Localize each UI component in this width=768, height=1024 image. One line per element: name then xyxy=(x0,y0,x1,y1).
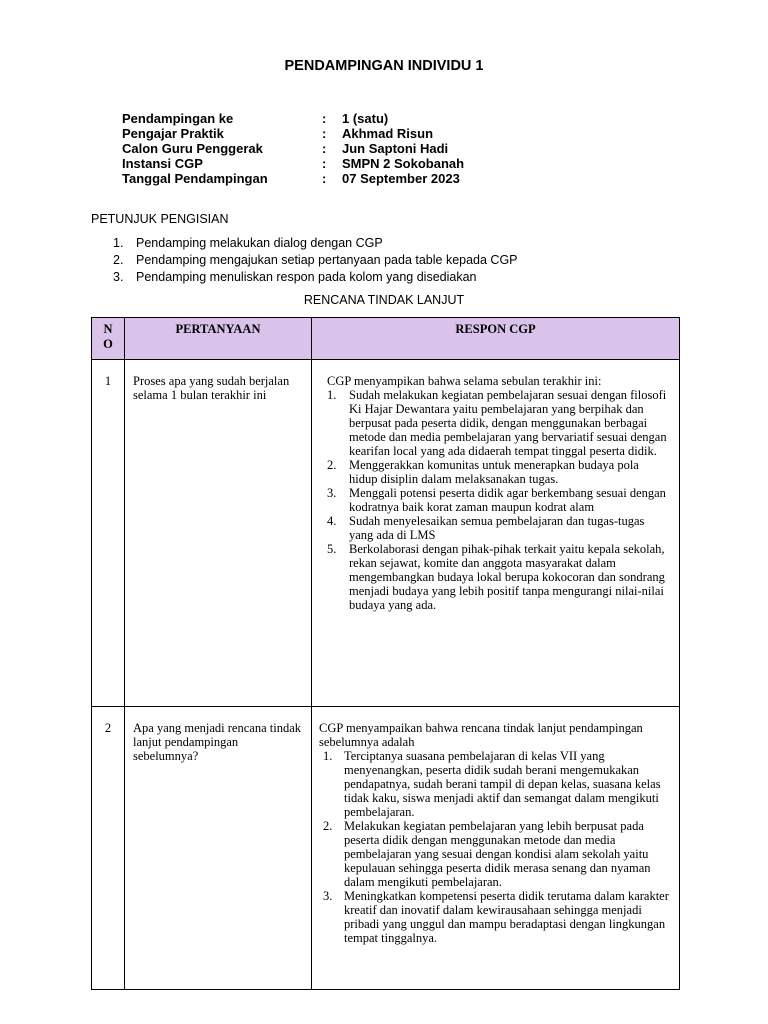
info-label: Tanggal Pendampingan xyxy=(122,171,268,186)
row-number: 1 xyxy=(92,360,125,707)
list-item xyxy=(113,235,518,252)
response-item xyxy=(319,749,671,819)
row-number: 2 xyxy=(92,707,125,990)
instructions-heading: PETUNJUK PENGISIAN xyxy=(91,212,229,226)
table-row xyxy=(92,360,680,707)
response-intro: CGP menyampikan bahwa selama sebulan terakhir ini: xyxy=(327,374,602,388)
info-label: Pendampingan ke xyxy=(122,111,234,126)
info-value: Akhmad Risun xyxy=(342,126,434,141)
info-separator: : xyxy=(322,111,327,126)
item-text: Menggali potensi peserta didik agar berkembang sesuai dengan kodratnya baik korat zaman maupun kodrat alam xyxy=(349,486,666,514)
info-label: Calon Guru Penggerak xyxy=(122,141,263,156)
item-text: Berkolaborasi dengan pihak-pihak terkait yaitu kepala sekolah, rekan sejawat, komite dan anggota masyarakat dalam mengembangkan budaya lokal berupa kokocoran dan sondrang menjadi budaya yang lebih positif tanpa mengurangi nilai-nilai budaya yang ada. xyxy=(349,542,665,612)
section-title: RENCANA TINDAK LANJUT xyxy=(303,293,465,307)
list-text: Pendamping mengajukan setiap pertanyaan pada table kepada CGP xyxy=(136,253,518,267)
item-number: 1. xyxy=(323,749,333,763)
item-number: 5. xyxy=(327,542,337,556)
item-number: 3. xyxy=(327,486,337,500)
item-number: 1. xyxy=(327,388,337,402)
item-number: 3. xyxy=(323,889,333,903)
item-text: Terciptanya suasana pembelajaran di kelas VII yang menyenangkan, peserta didik sudah berani mengemukakan pendapatnya, sudah berani tampil di depan kelas, suasana kelas tidak kaku, siswa menjadi aktif dan semangat dalam mengikuti pembelajaran. xyxy=(344,749,661,819)
row-response xyxy=(312,707,680,990)
info-value: 1 (satu) xyxy=(342,111,389,126)
response-item xyxy=(327,486,669,514)
response-item xyxy=(327,388,669,458)
item-number: 2. xyxy=(323,819,333,833)
item-text: Meningkatkan kompetensi peserta didik terutama dalam karakter kreatif dan inovatif dalam kewirausahaan sehingga menjadi pribadi yang unggul dan mampu beradaptasi dengan lingkungan tempat tinggalnya. xyxy=(344,889,669,945)
response-item xyxy=(327,458,669,486)
info-label: Pengajar Praktik xyxy=(122,126,224,141)
response-list xyxy=(319,749,671,945)
response-intro: CGP menyampaikan bahwa rencana tindak lanjut pendampingan sebelumnya adalah xyxy=(319,721,643,749)
table-row xyxy=(92,707,680,990)
row-response xyxy=(312,360,680,707)
item-text: Sudah menyelesaikan semua pembelajaran dan tugas-tugas yang ada di LMS xyxy=(349,514,645,542)
row-question: Apa yang menjadi rencana tindak lanjut pendampingan sebelumnya? xyxy=(125,707,312,990)
item-text: Melakukan kegiatan pembelajaran yang lebih berpusat pada peserta didik dengan menggunakan metode dan media pembelajaran yang sesuai dengan kondisi alam sekolah yaitu kepulauan sehingga peserta didik merasa senang dan nyaman dalam mengikuti pembelajaran. xyxy=(344,819,651,889)
list-item xyxy=(113,269,518,286)
info-separator: : xyxy=(322,156,327,171)
info-value: 07 September 2023 xyxy=(342,171,460,186)
list-text: Pendamping melakukan dialog dengan CGP xyxy=(136,236,383,250)
row-question: Proses apa yang sudah berjalan selama 1 bulan terakhir ini xyxy=(125,360,312,707)
header-no xyxy=(92,318,125,360)
info-value: Jun Saptoni Hadi xyxy=(342,141,449,156)
info-separator: : xyxy=(322,126,327,141)
item-number: 4. xyxy=(327,514,337,528)
item-text: Sudah melakukan kegiatan pembelajaran sesuai dengan filosofi Ki Hajar Dewantara yaitu pembelajaran yang berpihak dan berpusat pada peserta didik, dengan menggunakan berbagai metode dan media pembelajaran yang bervariatif sesuai dengan kearifan local yang ada didaerah tempat tinggal peserta didik. xyxy=(349,388,667,458)
list-text: Pendamping menuliskan respon pada kolom yang disediakan xyxy=(136,270,477,284)
response-item xyxy=(327,542,669,612)
header-response: RESPON CGP xyxy=(312,318,680,360)
list-number: 1. xyxy=(113,236,124,250)
list-number: 3. xyxy=(113,270,124,284)
header-question: PERTANYAAN xyxy=(125,318,312,360)
list-number: 2. xyxy=(113,253,124,267)
table-header-row xyxy=(92,318,680,360)
info-value: SMPN 2 Sokobanah xyxy=(342,156,465,171)
info-label: Instansi CGP xyxy=(122,156,203,171)
info-separator: : xyxy=(322,171,327,186)
follow-up-table xyxy=(91,317,680,990)
info-separator: : xyxy=(322,141,327,156)
instructions-list xyxy=(113,235,518,286)
response-list xyxy=(327,388,669,612)
header-no-label: N O xyxy=(103,322,113,351)
item-text: Menggerakkan komunitas untuk menerapkan budaya pola hidup disiplin dalam melaksanakan tugas. xyxy=(349,458,639,486)
response-item xyxy=(319,889,671,945)
response-item xyxy=(327,514,669,542)
page-title: PENDAMPINGAN INDIVIDU 1 xyxy=(284,58,484,74)
response-item xyxy=(319,819,671,889)
item-number: 2. xyxy=(327,458,337,472)
list-item xyxy=(113,252,518,269)
